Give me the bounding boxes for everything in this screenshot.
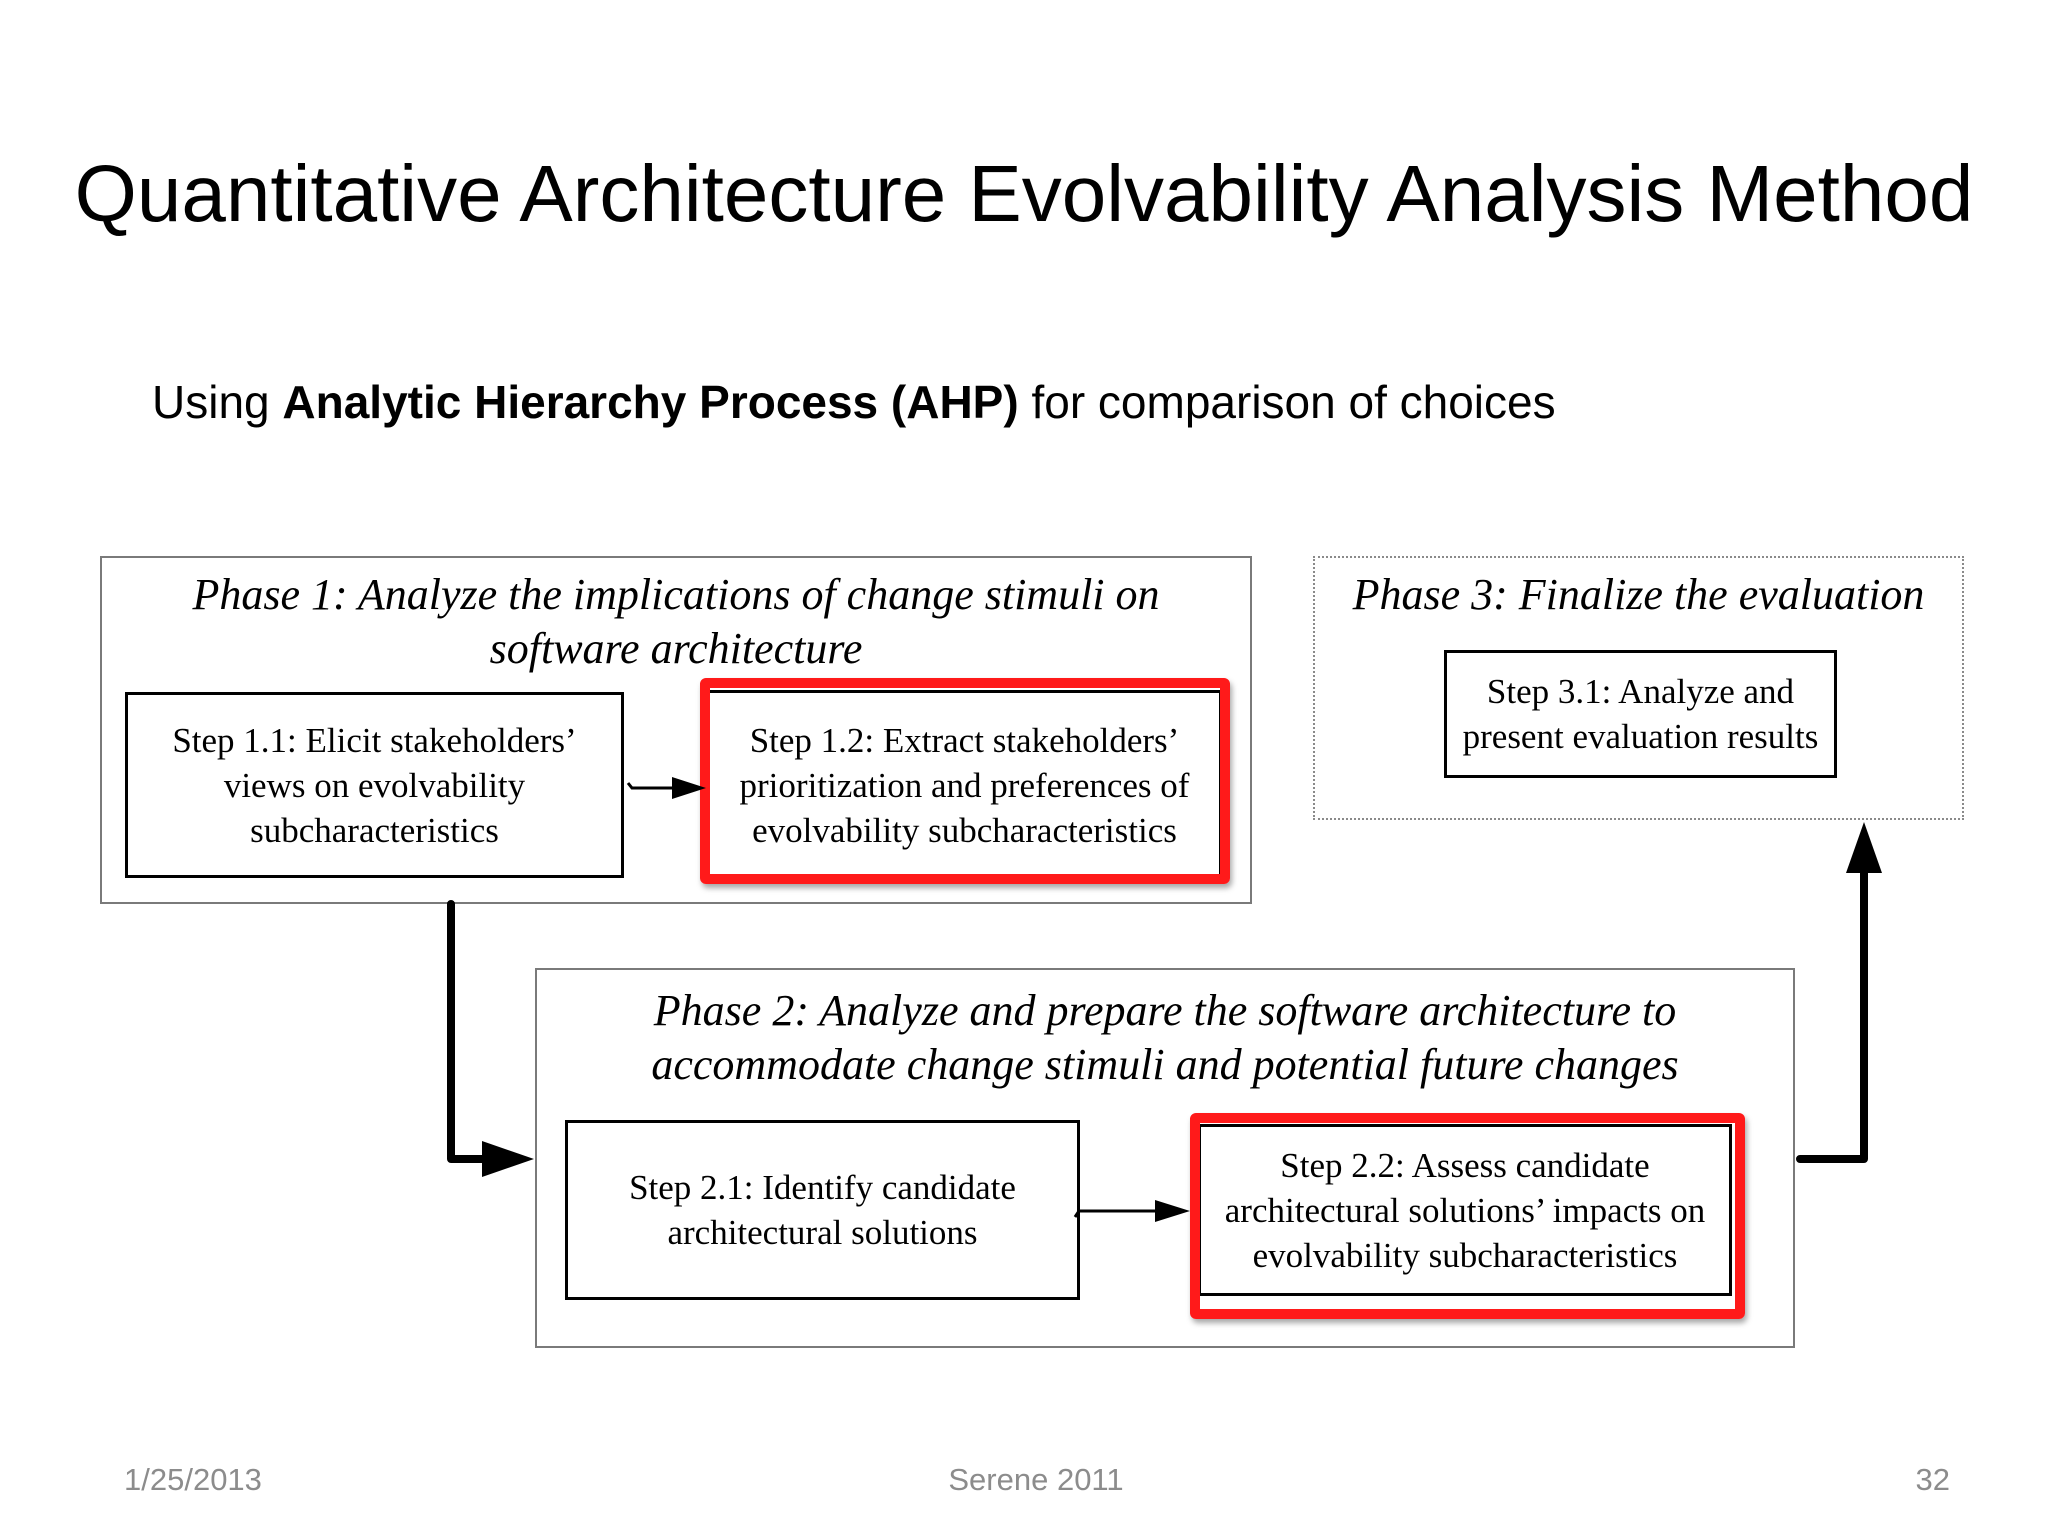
phase-3-title: Phase 3: Finalize the evaluation xyxy=(1352,570,1925,619)
step-2-2-line1: Step 2.2: Assess candidate xyxy=(1280,1145,1650,1185)
step-3-1-box xyxy=(1444,650,1837,778)
phase-2-title xyxy=(537,984,1793,1092)
step-1-1-line3: subcharacteristics xyxy=(250,810,499,850)
slide-title: Quantitative Architecture Evolvability Analysis Method xyxy=(74,149,1974,238)
phase-2-title-line1: Phase 2: Analyze and prepare the software architecture to xyxy=(653,986,1677,1035)
phase-2-title-line2: accommodate change stimuli and potential future changes xyxy=(651,1040,1679,1089)
step-1-1-line1: Step 1.1: Elicit stakeholders’ xyxy=(172,720,577,760)
arrow-phase1-to-phase2 xyxy=(451,904,534,1177)
phase-1-title xyxy=(102,568,1250,676)
footer-date: 1/25/2013 xyxy=(124,1462,262,1497)
step-2-2-highlight xyxy=(1190,1113,1745,1319)
step-1-2-highlight xyxy=(700,678,1230,884)
step-3-1-line2: present evaluation results xyxy=(1462,717,1819,756)
phase-1-title-line1: Phase 1: Analyze the implications of change stimuli on xyxy=(192,570,1160,619)
footer-center-text: Serene 2011 xyxy=(948,1462,1124,1497)
slide-subtitle xyxy=(152,375,1556,429)
step-1-2-line3: evolvability subcharacteristics xyxy=(752,810,1177,850)
subtitle-prefix: Using xyxy=(152,376,283,428)
arrow-phase2-to-phase3 xyxy=(1800,822,1882,1159)
step-2-1-box xyxy=(565,1120,1080,1300)
step-2-1-line2: architectural solutions xyxy=(667,1213,978,1252)
subtitle-bold: Analytic Hierarchy Process (AHP) xyxy=(282,376,1019,428)
step-1-1-line2: views on evolvability xyxy=(223,765,526,805)
step-2-2-line3: evolvability subcharacteristics xyxy=(1252,1235,1678,1275)
phase-1-title-line2: software architecture xyxy=(489,624,863,673)
subtitle-suffix: for comparison of choices xyxy=(1018,376,1556,428)
step-2-2-line2: architectural solutions’ impacts on xyxy=(1224,1190,1706,1230)
page-number: 32 xyxy=(1915,1462,1950,1497)
step-1-2-line1: Step 1.2: Extract stakeholders’ xyxy=(749,720,1180,760)
step-1-1-box xyxy=(125,692,624,878)
step-2-1-line1: Step 2.1: Identify candidate xyxy=(629,1168,1016,1207)
step-3-1-line1: Step 3.1: Analyze and xyxy=(1486,672,1795,711)
step-1-2-line2: prioritization and preferences of xyxy=(739,765,1190,805)
